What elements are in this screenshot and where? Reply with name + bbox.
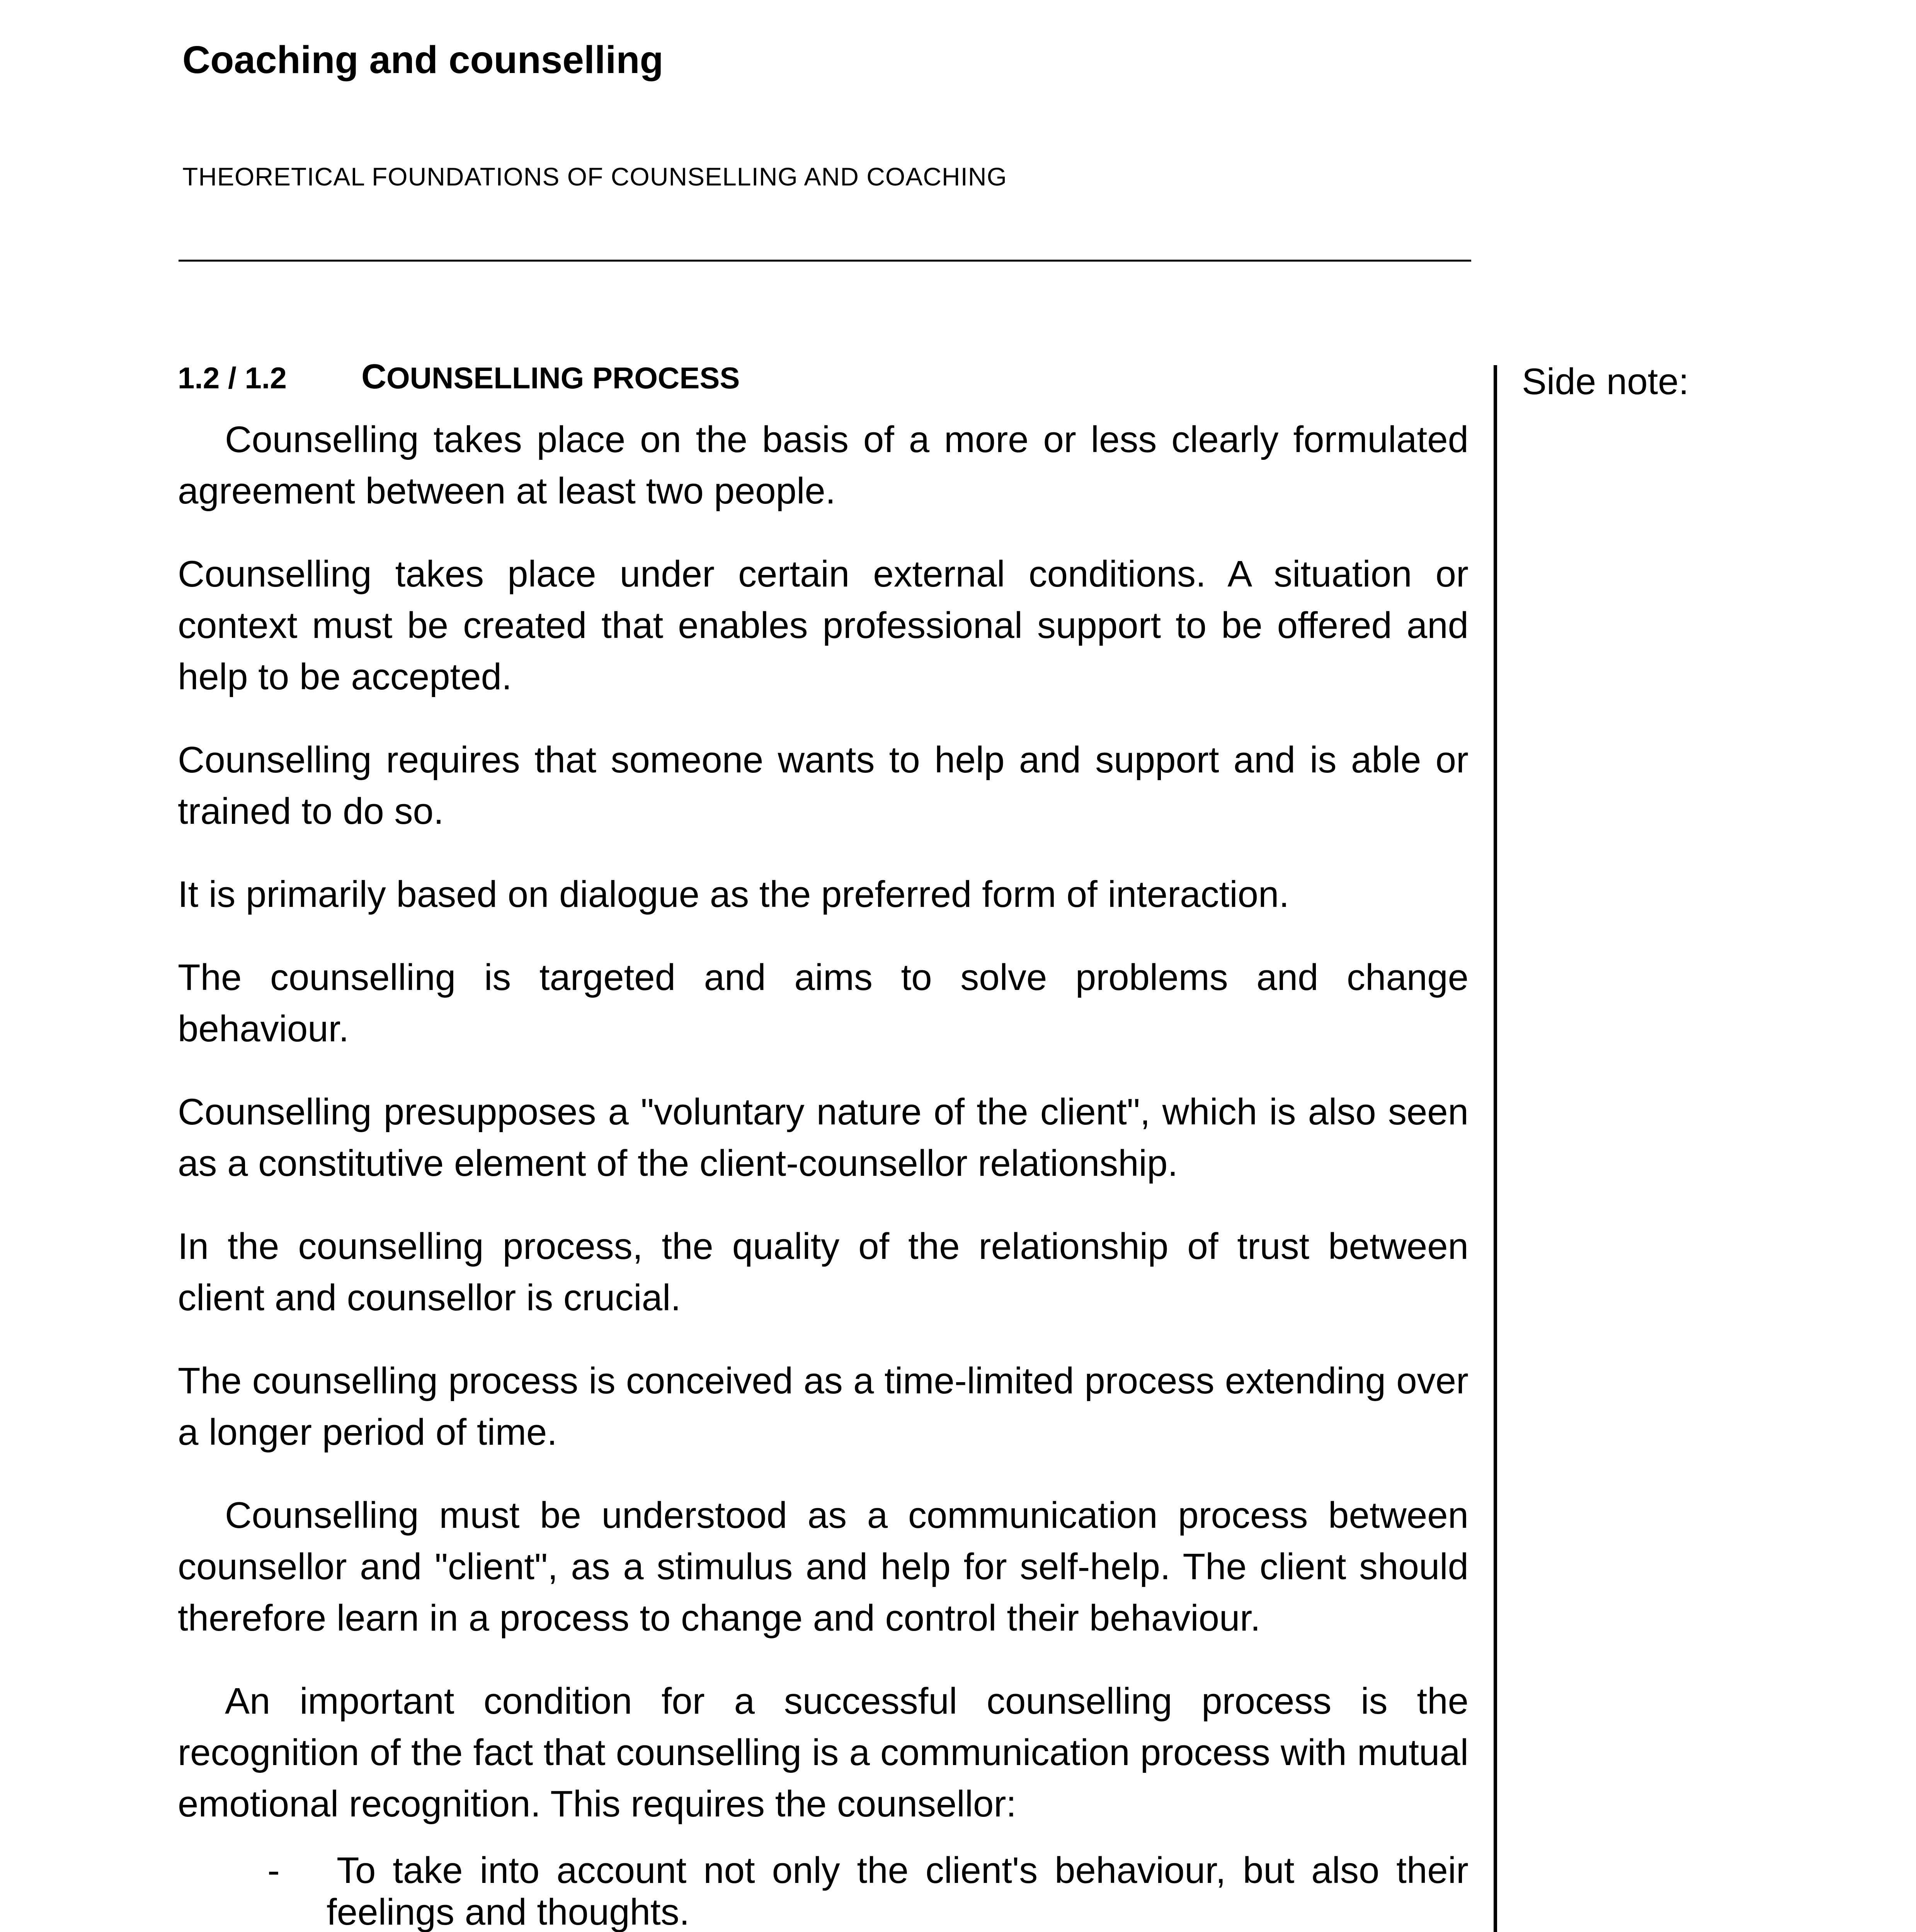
section-title: OUNSELLING PROCESS — [386, 361, 740, 395]
paragraph: The counselling is targeted and aims to solve problems and change behaviour. — [178, 957, 1468, 1049]
list-item-text: To take into account not only the client's behaviour, but also their feelings and thoughts. — [327, 1850, 1468, 1932]
requirements-list — [178, 1850, 1468, 1932]
list-bullet: - — [267, 1850, 280, 1891]
paragraph: An important condition for a successful counselling process is the recognition of the fact that counselling is a communication process with mutual emotional recognition. This requires the counsellor: — [178, 1680, 1468, 1825]
paragraph: Counselling presupposes a "voluntary nature of the client", which is also seen as a constitutive element of the client-counsellor relationship. — [178, 1091, 1468, 1184]
paragraph: The counselling process is conceived as a time-limited process extending over a longer period of time. — [178, 1360, 1468, 1453]
document-title: Coaching and counselling — [182, 38, 664, 82]
section-title-initial: C — [361, 357, 386, 396]
paragraph: It is primarily based on dialogue as the preferred form of interaction. — [178, 874, 1290, 915]
side-note-label: Side note: — [1522, 361, 1689, 402]
main-content — [178, 355, 1468, 1932]
paragraph: Counselling requires that someone wants to help and support and is able or trained to do so. — [178, 739, 1468, 832]
section-number: 1.2 / 1.2 — [178, 361, 287, 395]
paragraph: Counselling must be understood as a communication process between counsellor and "client", as a stimulus and help for self-help. The client should therefore learn in a process to change and control their behaviour. — [178, 1495, 1468, 1639]
document-subtitle: THEORETICAL FOUNDATIONS OF COUNSELLING AND COACHING — [182, 162, 1007, 191]
paragraph: Counselling takes place on the basis of a more or less clearly formulated agreement between at least two people. — [178, 419, 1468, 512]
side-note-divider — [1494, 365, 1497, 1932]
paragraph: In the counselling process, the quality of the relationship of trust between client and counsellor is crucial. — [178, 1226, 1468, 1318]
paragraph: Counselling takes place under certain external conditions. A situation or context must be created that enables professional support to be offered and help to be accepted. — [178, 553, 1468, 697]
section-heading — [178, 355, 1468, 399]
list-item — [178, 1850, 1468, 1932]
header-divider — [179, 260, 1471, 262]
